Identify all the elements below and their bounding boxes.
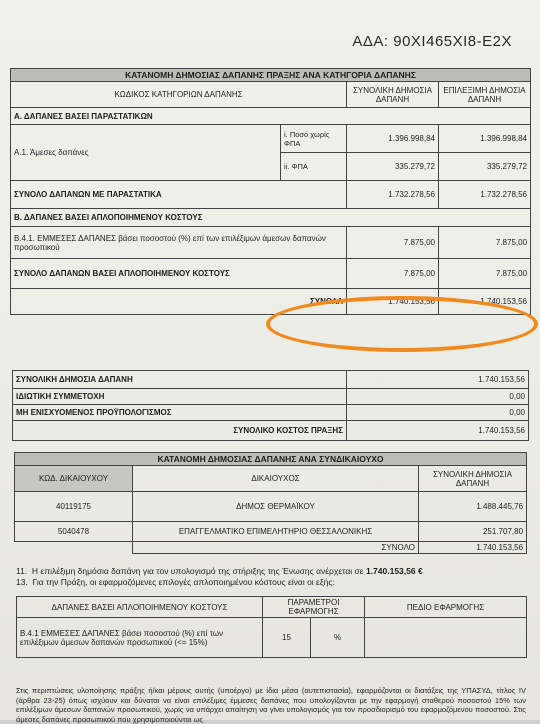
table-row: [15, 492, 527, 522]
scope-cell: [365, 618, 527, 658]
col-beneficiary-code-header: ΚΩΔ. ΔΙΚΑΙΟΥΧΟΥ: [15, 466, 133, 492]
a1-sub1-total: 1.396.998,84: [347, 125, 439, 153]
beneficiary-code: 40119175: [15, 492, 133, 522]
expense-category-table: [10, 68, 531, 315]
parameter-value: 15: [263, 618, 311, 658]
sum-a-eligible: 1.732.278,56: [439, 181, 531, 209]
sum-a-label: ΣΥΝΟΛΟ ΔΑΠΑΝΩΝ ΜΕ ΠΑΡΑΣΤΑΤΙΚΑ: [11, 181, 347, 209]
total-public-value: 1.740.153,56: [347, 371, 529, 389]
footer-paragraph: Στις περιπτώσεις υλοποίησης πράξης ή/και μέρους αυτής (υποέργο) με ίδια μέσα (αυτεπιστασία), εφαρμόζονται οι διατάξεις της ΥΠΑΣΥΔ, τίτλος IV (άρθρα 23-25) όπως ισχύουν και δύναται να είναι επιλέξιμες έμμεσες δαπάνες που υπολογίζονται με την εφαρμογή σταθερού ποσοστού 15% των επιλέξιμων άμεσων δαπανών προσωπικού, χωρίς να υπάρχει απαίτηση να γίνει υπολογισμός για τον προσδιορισμό του εφαρμοζόμενου ποσοστού. Στις άμεσες δαπάνες προσωπικού που χρησιμοποιούνται ως: [16, 686, 526, 724]
note-13: 13. Για την Πράξη, οι εφαρμοζόμενες επιλογές απλοποιημένου κόστους είναι οι εξής:: [16, 577, 335, 587]
a1-sub2-label: ii. ΦΠΑ: [281, 153, 347, 181]
sum-b-label: ΣΥΝΟΛΟ ΔΑΠΑΝΩΝ ΒΑΣΕΙ ΑΠΛΟΠΟΙΗΜΕΝΟΥ ΚΟΣΤΟΥΣ: [11, 259, 347, 289]
notes: [16, 566, 526, 588]
parameter-unit: %: [311, 618, 365, 658]
note-11-amount: 1.740.153,56 €: [365, 566, 423, 576]
note-11: 11. Η επιλέξιμη δημόσια δαπάνη για τον υπολογισμό της στήριξης της Ένωσης ανέρχεται σε 1.740.153,56 €: [16, 566, 423, 576]
sum-a-total: 1.732.278,56: [347, 181, 439, 209]
col-parameters-header: ΠΑΡΑΜΕΤΡΟΙ ΕΦΑΡΜΟΓΗΣ: [263, 597, 365, 618]
non-funded-value: 0,00: [347, 405, 529, 421]
private-share-label: ΙΔΙΩΤΙΚΗ ΣΥΜΜΕΤΟΧΗ: [13, 389, 347, 405]
total-public-label: ΣΥΝΟΛΙΚΗ ΔΗΜΟΣΙΑ ΔΑΠΑΝΗ: [13, 371, 347, 389]
beneficiary-sum-value: 1.740.153,56: [419, 542, 527, 554]
col-total-header: ΣΥΝΟΛΙΚΗ ΔΗΜΟΣΙΑ ΔΑΠΑΝΗ: [347, 82, 439, 108]
total-cost-label: ΣΥΝΟΛΙΚΟ ΚΟΣΤΟΣ ΠΡΑΞΗΣ: [13, 421, 347, 441]
col-code-header: ΚΩΔΙΚΟΣ ΚΑΤΗΓΟΡΙΩΝ ΔΑΠΑΝΗΣ: [11, 82, 347, 108]
b41-eligible: 7.875,00: [439, 227, 531, 259]
col-beneficiary-total-header: ΣΥΝΟΛΙΚΗ ΔΗΜΟΣΙΑ ΔΑΠΑΝΗ: [419, 466, 527, 492]
beneficiary-table: [14, 452, 527, 554]
grand-total-value: 1.740.153,56: [347, 289, 439, 315]
a1-sub2-eligible: 335.279,72: [439, 153, 531, 181]
col-eligible-header: ΕΠΙΛΕΞΙΜΗ ΔΗΜΟΣΙΑ ΔΑΠΑΝΗ: [439, 82, 531, 108]
beneficiary-code: 5040478: [15, 522, 133, 542]
section-a-heading: Α. ΔΑΠΑΝΕΣ ΒΑΣΕΙ ΠΑΡΑΣΤΑΤΙΚΩΝ: [11, 108, 531, 125]
grand-eligible-value: 1.740.153,56: [439, 289, 531, 315]
beneficiary-value: 1.488.445,76: [419, 492, 527, 522]
simplified-cost-table: [16, 596, 527, 658]
col-simplified-cost-header: ΔΑΠΑΝΕΣ ΒΑΣΕΙ ΑΠΛΟΠΟΙΗΜΕΝΟΥ ΚΟΣΤΟΥΣ: [17, 597, 263, 618]
b41-total: 7.875,00: [347, 227, 439, 259]
sum-b-total: 7.875,00: [347, 259, 439, 289]
private-share-value: 0,00: [347, 389, 529, 405]
ada-code: ΑΔΑ: 90ΧΙ465ΧΙ8-Ε2Χ: [352, 33, 512, 50]
grand-total-label: ΣΥΝΟΛΑ: [11, 289, 347, 315]
a1-label: Α.1. Άμεσες δαπάνες: [11, 125, 281, 181]
total-cost-value: 1.740.153,56: [347, 421, 529, 441]
beneficiary-sum-label: ΣΥΝΟΛΟ: [133, 542, 419, 554]
beneficiary-name: ΔΗΜΟΣ ΘΕΡΜΑΪΚΟΥ: [133, 492, 419, 522]
project-cost-table: [12, 370, 529, 441]
table1-title: ΚΑΤΑΝΟΜΗ ΔΗΜΟΣΙΑΣ ΔΑΠΑΝΗΣ ΠΡΑΞΗΣ ΑΝΑ ΚΑΤΗΓΟΡΙΑ ΔΑΠΑΝΗΣ: [11, 69, 531, 82]
a1-sub1-eligible: 1.396.998,84: [439, 125, 531, 153]
beneficiary-value: 251.707,80: [419, 522, 527, 542]
beneficiary-name: ΕΠΑΓΓΕΛΜΑΤΙΚΟ ΕΠΙΜΕΛΗΤΗΡΙΟ ΘΕΣΣΑΛΟΝΙΚΗΣ: [133, 522, 419, 542]
a1-sub1-label: i. Ποσό χωρίς ΦΠΑ: [281, 125, 347, 153]
table-row: [15, 522, 527, 542]
sum-b-eligible: 7.875,00: [439, 259, 531, 289]
non-funded-label: ΜΗ ΕΝΙΣΧΥΟΜΕΝΟΣ ΠΡΟΫΠΟΛΟΓΙΣΜΟΣ: [13, 405, 347, 421]
simplified-cost-label: Β.4.1 ΕΜΜΕΣΕΣ ΔΑΠΑΝΕΣ βάσει ποσοστού (%) επί των επιλέξιμων άμεσων δαπανών προσωπικού (<= 15%): [17, 618, 263, 658]
col-beneficiary-name-header: ΔΙΚΑΙΟΥΧΟΣ: [133, 466, 419, 492]
b41-label: Β.4.1. ΕΜΜΕΣΕΣ ΔΑΠΑΝΕΣ βάσει ποσοστού (%) επί των επιλέξιμων άμεσων δαπανών προσωπικού: [11, 227, 347, 259]
table3-title: ΚΑΤΑΝΟΜΗ ΔΗΜΟΣΙΑΣ ΔΑΠΑΝΗΣ ΑΝΑ ΣΥΝΔΙΚΑΙΟΥΧΟ: [15, 453, 527, 466]
col-scope-header: ΠΕΔΙΟ ΕΦΑΡΜΟΓΗΣ: [365, 597, 527, 618]
section-b-heading: Β. ΔΑΠΑΝΕΣ ΒΑΣΕΙ ΑΠΛΟΠΟΙΗΜΕΝΟΥ ΚΟΣΤΟΥΣ: [11, 209, 531, 227]
a1-sub2-total: 335.279,72: [347, 153, 439, 181]
